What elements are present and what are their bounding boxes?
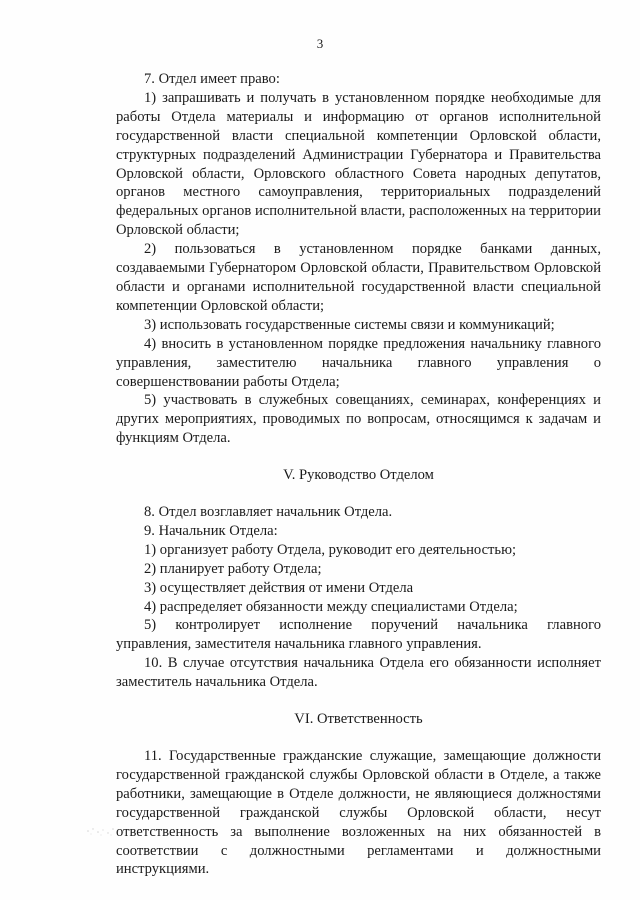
section-v-heading: V. Руководство Отделом [283,467,434,484]
document-body [116,70,601,879]
faint-stamp-mark [84,822,144,840]
paragraph-9-item-4: 4) распределяет обязанности между специалистами Отдела; [144,598,518,615]
section-7-item-2: 2) пользоваться в установленном порядке банками данных, создаваемыми Губернатором Орловской области, Правительством Орловской области и органами исполнительной государственной власти специальной компетенции Орловской области; [116,241,601,314]
paragraph-9-item-2: 2) планирует работу Отдела; [144,560,322,577]
paragraph-9-item-5: 5) контролирует исполнение поручений начальника главного управления, заместителя начальника главного управления. [116,617,601,653]
section-7-item-1: 1) запрашивать и получать в установленном порядке необходимые для работы Отдела материалы и информацию от органов исполнительной государственной власти специальной компетенции Орловской области, структурных подразделений Администрации Губернатора и Правительства Орловской области, Орловского областного Совета народных депутатов, органов местного самоуправления, территориальных подразделений федеральных органов исполнительной власти, расположенных на территории Орловской области; [116,89,601,239]
paragraph-9: 9. Начальник Отдела: [144,522,278,539]
section-7-item-3: 3) использовать государственные системы связи и коммуникаций; [144,316,555,333]
page-number: 3 [316,36,324,51]
section-7-item-4: 4) вносить в установленном порядке предложения начальнику главного управления, заместителю начальника главного управления о совершенствовании работы Отдела; [116,335,601,390]
section-vi-heading: VI. Ответственность [294,711,423,728]
section-7-item-5: 5) участвовать в служебных совещаниях, семинарах, конференциях и других мероприятиях, проводимых по вопросам, относящимся к задачам и функциям Отдела. [116,392,601,447]
paragraph-8: 8. Отдел возглавляет начальник Отдела. [144,504,393,521]
paragraph-9-item-3: 3) осуществляет действия от имени Отдела [144,579,414,596]
paragraph-10: 10. В случае отсутствия начальника Отдела его обязанности исполняет заместитель начальника Отдела. [116,655,601,691]
paragraph-9-item-1: 1) организует работу Отдела, руководит его деятельностью; [144,541,517,558]
section-7-title: 7. Отдел имеет право: [144,71,280,87]
paragraph-11: 11. Государственные гражданские служащие, замещающие должности государственной гражданской службы Орловской области в Отделе, а также работники, замещающие в Отделе должности, не являющиеся должностями государственной гражданской службы Орловской области, несут ответственность за выполнение возложенных на них обязанностей в соответствии с должностными регламентами и должностными инструкциями. [116,748,601,878]
